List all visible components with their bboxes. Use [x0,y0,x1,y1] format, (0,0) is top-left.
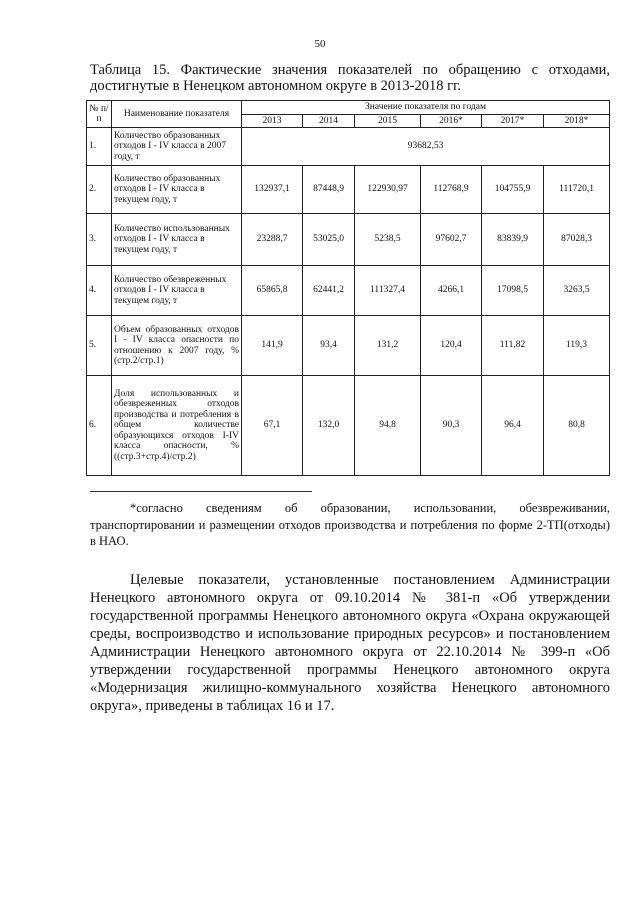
value-cell: 104755,9 [482,166,544,214]
table-title: Таблица 15. Фактические значения показателей по обращению с отходами, достигнутые в Ненецком автономном округе в 2013-2018 гг. [90,62,610,94]
footnote [90,500,610,550]
footnote-continuation: транспортировании и размещении отходов производства и потребления по форме 2-ТП(отходы) в НАО. [90,517,610,548]
indicator-name: Количество обезвреженных отходов I - IV класса в текущем году, т [112,266,242,316]
body-paragraph: Целевые показатели, установленные постановлением Администрации Ненецкого автономного округа от 09.10.2014 № 381-п «Об утверждении государственной программы Ненецкого автономного округа «Охрана окружающей среды, воспроизводство и использование природных ресурсов» и постановлением Администрации Ненецкого автономного округа от 22.10.2014 № 399-п «Об утверждении государственной программы Ненецкого автономного округа «Модернизация жилищно-коммунального хозяйства Ненецкого автономного округа», приведены в таблицах 16 и 17. [90,572,610,714]
merged-value-cell: 93682,53 [242,128,610,166]
page-number: 50 [314,38,326,50]
header-year: 2013 [242,114,303,128]
value-cell: 23288,7 [242,214,303,266]
indicator-name: Количество образованных отходов I - IV класса в текущем году, т [112,166,242,214]
table-row [87,214,610,266]
value-cell: 132,0 [303,376,355,476]
value-cell: 5238,5 [355,214,421,266]
value-cell: 87028,3 [544,214,610,266]
value-cell: 120,4 [421,316,482,376]
header-year: 2014 [303,114,355,128]
row-number: 1. [87,128,112,166]
value-cell: 3263,5 [544,266,610,316]
table-row [87,128,610,166]
table-row [87,376,610,476]
value-cell: 87448,9 [303,166,355,214]
header-year: 2018* [544,114,610,128]
value-cell: 131,2 [355,316,421,376]
value-cell: 132937,1 [242,166,303,214]
header-year: 2017* [482,114,544,128]
row-number: 3. [87,214,112,266]
indicator-name: Количество образованных отходов I - IV класса в 2007 году, т [112,128,242,166]
header-year: 2015 [355,114,421,128]
indicator-name: Объем образованных отходов I - IV класса опасности по отношению к 2007 году, % (стр.2/стр.1) [112,316,242,376]
value-cell: 96,4 [482,376,544,476]
value-cell: 4266,1 [421,266,482,316]
indicators-table [86,100,610,476]
row-number: 2. [87,166,112,214]
value-cell: 80,8 [544,376,610,476]
value-cell: 119,3 [544,316,610,376]
value-cell: 62441,2 [303,266,355,316]
value-cell: 94,8 [355,376,421,476]
row-number: 4. [87,266,112,316]
value-cell: 93,4 [303,316,355,376]
value-cell: 112768,9 [421,166,482,214]
value-cell: 83839,9 [482,214,544,266]
table-row [87,266,610,316]
value-cell: 17098,5 [482,266,544,316]
header-values-by-year: Значение показателя по годам [242,101,610,115]
header-indicator-name: Наименование показателя [112,101,242,128]
indicator-name: Доля использованных и обезвреженных отходов производства и потребления в общем количестве образующихся отходов I-IV класса опасности, % ((стр.3+стр.4)/стр.2) [112,376,242,476]
row-number: 5. [87,316,112,376]
value-cell: 97602,7 [421,214,482,266]
value-cell: 53025,0 [303,214,355,266]
header-year: 2016* [421,114,482,128]
value-cell: 90,3 [421,376,482,476]
row-number: 6. [87,376,112,476]
indicator-name: Количество использованных отходов I - IV класса в текущем году, т [112,214,242,266]
value-cell: 111,82 [482,316,544,376]
value-cell: 65865,8 [242,266,303,316]
table-row [87,316,610,376]
header-row-number: № п/п [87,101,112,128]
footnote-divider [90,491,312,492]
value-cell: 141,9 [242,316,303,376]
value-cell: 122930,97 [355,166,421,214]
table-row [87,166,610,214]
value-cell: 111720,1 [544,166,610,214]
footnote-first-line: *согласно сведениям об образовании, использовании, обезвреживании, [130,501,610,515]
value-cell: 111327,4 [355,266,421,316]
value-cell: 67,1 [242,376,303,476]
